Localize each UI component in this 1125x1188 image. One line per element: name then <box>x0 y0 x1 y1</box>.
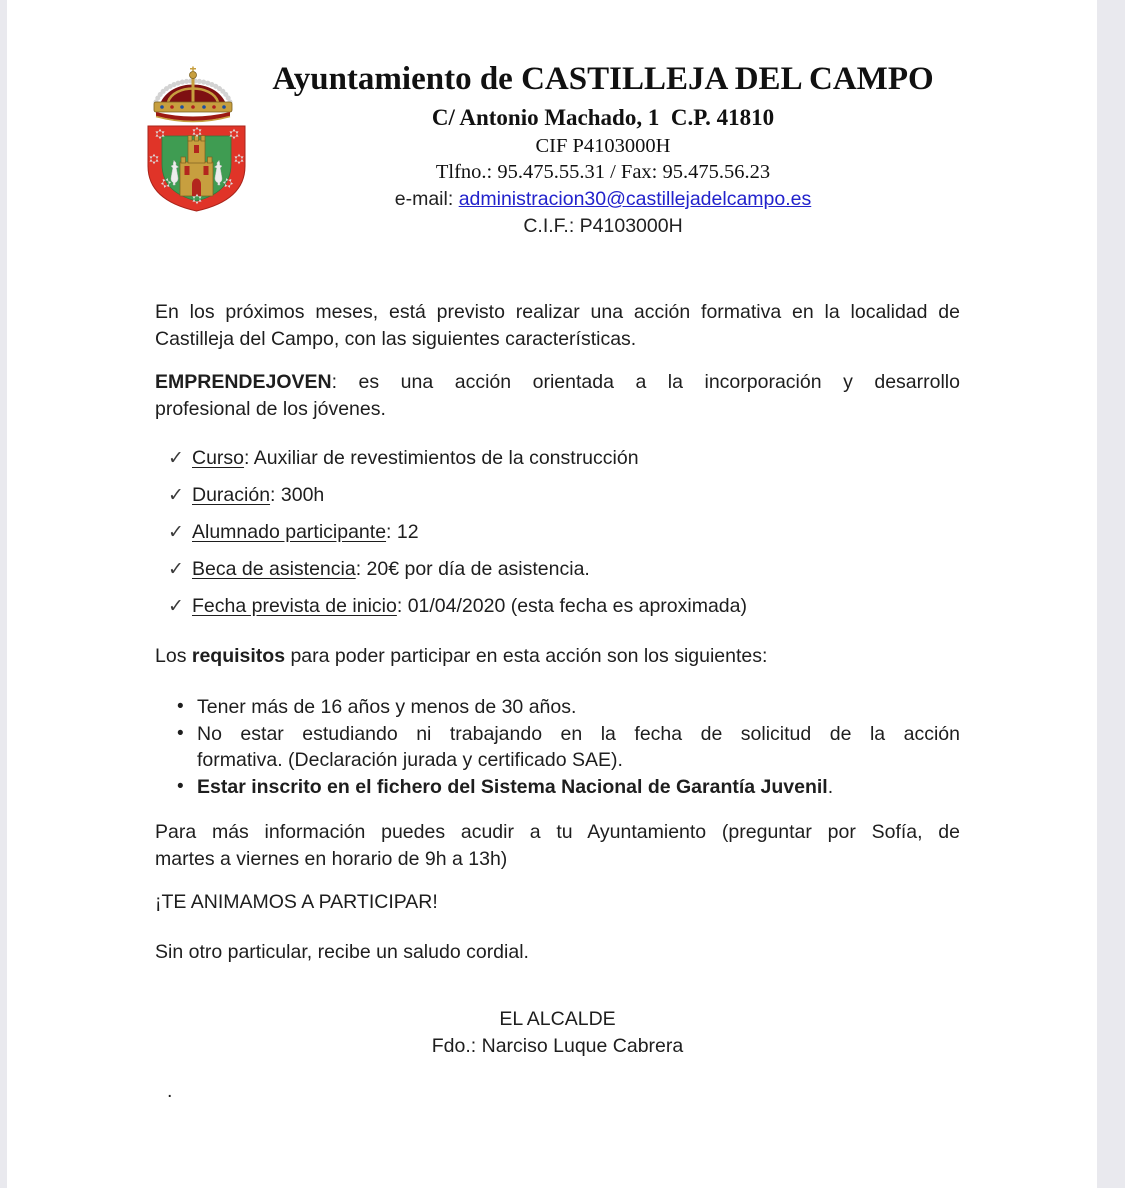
check-label: Duración <box>192 484 271 506</box>
check-label: Beca de asistencia <box>192 558 356 580</box>
course-checklist <box>155 445 960 620</box>
requirements-intro-suffix: para poder participar en esta acción son los siguientes: <box>285 645 768 667</box>
check-label: Curso <box>192 447 245 469</box>
check-label: Fecha prevista de inicio <box>192 595 397 617</box>
checkmark-icon: ✓ <box>168 522 184 543</box>
checkmark-icon: ✓ <box>168 448 184 469</box>
program-line-2: profesional de los jóvenes. <box>155 398 386 420</box>
signature-role: EL ALCALDE <box>499 1008 616 1030</box>
requirement-bold: Estar inscrito en el fichero del Sistema Nacional de Garantía Juvenil <box>197 775 828 798</box>
info-line-1: Para más información puedes acudir a tu Ayuntamiento (preguntar por Sofía, de <box>155 821 960 843</box>
intro-paragraph <box>155 299 960 353</box>
list-item <box>155 774 960 801</box>
requirement-text: Tener más de 16 años y menos de 30 años. <box>197 696 577 718</box>
bullet-icon: • <box>177 775 184 797</box>
email-link[interactable]: administracion30@castillejadelcampo.es <box>458 188 812 210</box>
letterhead-text <box>246 58 960 239</box>
org-address: C/ Antonio Machado, 1 C.P. 41810 <box>431 105 775 130</box>
coat-of-arms-icon <box>140 66 246 216</box>
program-paragraph <box>155 369 960 423</box>
stray-period: . <box>167 1080 173 1102</box>
requirement-text <box>197 774 960 801</box>
signature-block <box>155 1006 960 1060</box>
requirements-intro-bold: requisitos <box>191 645 286 667</box>
intro-line-1: En los próximos meses, está previsto realizar una acción formativa en la localidad de <box>155 301 960 323</box>
requirement-line-2: formativa. (Declaración jurada y certificado SAE). <box>197 749 623 771</box>
letterhead <box>155 58 960 239</box>
list-item <box>155 556 960 583</box>
org-email-line <box>246 185 960 213</box>
intro-line-2: Castilleja del Campo, con las siguientes características. <box>155 328 637 350</box>
requirements-intro <box>155 643 960 670</box>
list-item <box>155 694 960 721</box>
org-cif-line: CIF P4103000H <box>535 135 671 157</box>
check-value: : 01/04/2020 (esta fecha es aproximada) <box>396 595 747 617</box>
requirement-tail: . <box>827 775 834 798</box>
cheer-line: ¡TE ANIMAMOS A PARTICIPAR! <box>155 891 438 913</box>
viewer-gutter-right <box>1096 0 1125 1188</box>
bullet-icon: • <box>177 696 184 717</box>
program-line-1 <box>155 369 960 396</box>
check-value: : 300h <box>270 484 325 506</box>
check-value: : Auxiliar de revestimientos de la construcción <box>244 447 639 469</box>
requirement-text <box>197 721 960 774</box>
shield-icon <box>148 126 245 211</box>
program-name: EMPRENDEJOVEN <box>155 371 332 393</box>
info-paragraph <box>155 819 960 873</box>
list-item <box>155 721 960 774</box>
check-value: : 20€ por día de asistencia. <box>355 558 590 580</box>
checkmark-icon: ✓ <box>168 559 184 580</box>
list-item <box>155 482 960 509</box>
checkmark-icon: ✓ <box>168 485 184 506</box>
checkmark-icon: ✓ <box>168 596 184 617</box>
crown-icon <box>154 67 232 122</box>
program-line-1-rest: : es una acción orientada a la incorporación y desarrollo <box>331 371 960 393</box>
requirements-intro-prefix: Los <box>155 645 192 667</box>
email-label: e-mail: <box>394 188 459 210</box>
list-item <box>155 593 960 620</box>
requirement-line-1: No estar estudiando ni trabajando en la fecha de solicitud de la acción <box>197 722 960 745</box>
org-cif-line-2: C.I.F.: P4103000H <box>523 215 683 237</box>
check-value: : 12 <box>386 521 419 543</box>
org-phone-fax-line: Tlfno.: 95.475.55.31 / Fax: 95.475.56.23 <box>435 161 771 183</box>
document-page <box>7 0 1097 1188</box>
signature-name: Fdo.: Narciso Luque Cabrera <box>431 1035 684 1057</box>
list-item <box>155 519 960 546</box>
list-item <box>155 445 960 472</box>
requirements-list <box>155 694 960 800</box>
check-label: Alumnado participante <box>192 521 387 543</box>
org-title: Ayuntamiento de CASTILLEJA DEL CAMPO <box>272 61 934 97</box>
closing-line: Sin otro particular, recibe un saludo cordial. <box>155 941 529 963</box>
bullet-icon: • <box>177 722 184 744</box>
info-line-2: martes a viernes en horario de 9h a 13h) <box>155 848 508 870</box>
